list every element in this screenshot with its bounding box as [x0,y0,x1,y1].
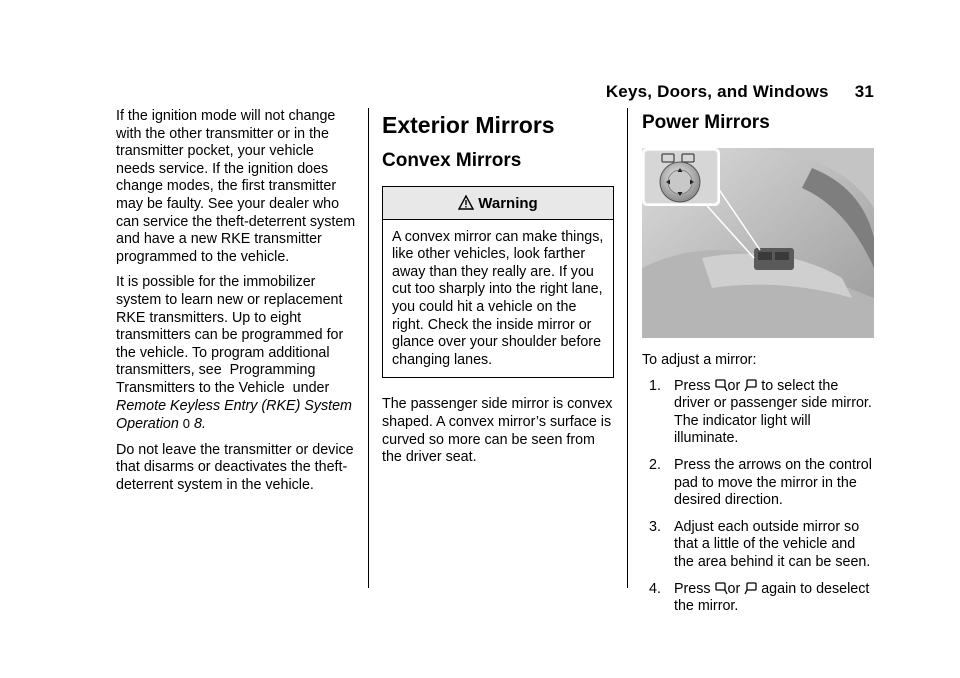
paragraph-transmitter: Do not leave the transmitter or device that disarms or deactivates the theft-deterrent system in the vehicle. [116,441,354,493]
left-mirror-select-icon [715,379,728,392]
paragraph-immobilizer [116,274,356,433]
paragraph-ignition: If the ignition mode will not change with the other transmitter or in the transmitter pocket, your vehicle needs service. If the ignition does change modes, the first transmitter may be faulty. See your dealer who can service the theft-deterrent system and have a new RKE transmitter programmed to the vehicle. [116,108,356,265]
warning-text: A convex mirror can make things, like other vehicles, look farther away than they really are. If you cut too sharply into the right lane, you could hit a vehicle on the right. Check the inside mirror or glance over your shoulder before changing lanes. [392,228,604,368]
heading-power-mirrors: Power Mirrors [642,112,770,133]
column-divider [627,108,628,588]
paragraph-convex: The passenger side mirror is convex shaped. A convex mirror’s surface is curved so more can be seen from the driver seat. [382,396,613,466]
column-divider [368,108,369,588]
page-header [606,82,874,102]
section-title: Keys, Doors, and Windows [605,82,829,101]
right-mirror-select-icon [744,379,757,392]
list-item: 1. Press or to select the driver or passenger side mirror. The indicator light will illuminate. [649,377,872,447]
list-item: 4. Press or again to deselect the mirror. [649,580,870,615]
right-mirror-select-icon [744,582,757,595]
warning-title: Warning [478,195,538,212]
warning-header [383,187,613,220]
page-pointer-icon: 0 [182,416,191,432]
immobilizer-text: It is possible for the immobilizer system to learn new or replacement RKE transmitters. Up to eight transmitters can be programmed for the vehicle. To program additional transmitters, see Programming Transmitters to the Vehicle under [116,274,344,396]
list-item: 2. Press the arrows on the control pad to move the mirror in the desired direction. [649,456,872,509]
mirror-control-photo [642,148,874,338]
column-3 [642,108,878,625]
heading-convex-mirrors: Convex Mirrors [382,150,522,171]
list-item: 3. Adjust each outside mirror so that a little of the vehicle and the area behind it can be seen. [649,518,871,570]
warning-box [382,186,614,378]
reference-page: 8. [194,416,206,433]
warning-triangle-icon [458,195,474,210]
column-1 [116,108,356,502]
page-number: 31 [854,82,874,101]
heading-exterior-mirrors: Exterior Mirrors [382,112,555,138]
instruction-list [642,378,878,616]
rke-reference-link[interactable]: Remote Keyless Entry (RKE) System Operation [116,397,352,433]
left-mirror-select-icon [715,582,728,595]
power-mirror-intro: To adjust a mirror: [642,352,757,368]
column-2 [382,108,614,475]
